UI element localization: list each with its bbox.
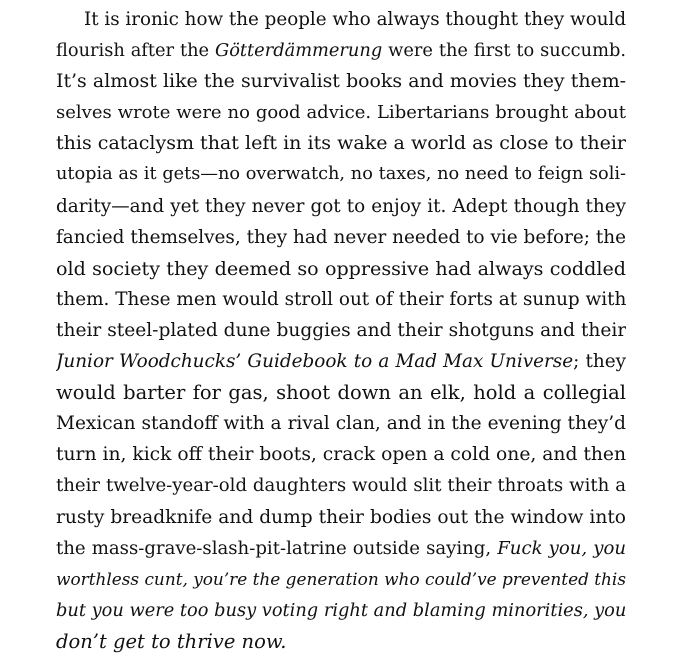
text-segment: their steel-plated dune buggies and their shotguns and their [56, 319, 626, 341]
text-line [56, 564, 626, 595]
text-segment: selves wrote were no good advice. Libertarians brought about [56, 102, 626, 124]
text-segment: darity—and yet they never got to enjoy it. Adept though they [56, 195, 626, 217]
text-line [56, 222, 626, 253]
italic-text: Fuck you, you [497, 537, 626, 559]
text-segment: rusty breadknife and dump their bodies out the window into [56, 506, 626, 528]
text-segment: It’s almost like the survivalist books and movies they them- [56, 70, 626, 93]
text-line [56, 159, 626, 190]
italic-text: Götterdämmerung [214, 40, 383, 62]
text-segment: were the first to succumb. [382, 40, 626, 62]
text-segment: their twelve-year-old daughters would slit their throats with a [56, 475, 626, 497]
text-line [56, 377, 626, 408]
text-segment: this cataclysm that left in its wake a world as close to their [56, 132, 626, 155]
text-segment: Mexican standoff with a rival clan, and in the evening they’d [56, 413, 626, 435]
italic-text: but you were too busy voting right and blaming minorities, you [56, 599, 626, 621]
text-segment: turn in, kick off their boots, crack open a cold one, and then [56, 444, 626, 466]
text-line [56, 4, 626, 35]
text-line [56, 626, 626, 657]
text-line [56, 439, 626, 470]
text-line [56, 470, 626, 501]
text-line [56, 284, 626, 315]
text-line [56, 35, 626, 66]
text-segment: ; they [573, 351, 626, 373]
text-line [56, 128, 626, 159]
text-line [56, 66, 626, 97]
text-line [56, 502, 626, 533]
text-line [56, 315, 626, 346]
text-segment: old society they deemed so oppressive had always coddled [56, 256, 626, 280]
body-paragraph [56, 4, 626, 657]
text-line [56, 533, 626, 564]
text-line [56, 346, 626, 377]
text-line [56, 191, 626, 222]
text-segment: flourish after the [56, 40, 215, 62]
text-line [56, 253, 626, 284]
italic-text: worthless cunt, you’re the generation who could’ve prevented this [56, 568, 626, 589]
text-line [56, 97, 626, 128]
italic-text: Junior Woodchucks’ Guidebook to a Mad Max Universe [56, 351, 574, 373]
text-segment: the mass-grave-slash-pit-latrine outside saying, [56, 537, 498, 559]
text-segment: utopia as it gets—no overwatch, no taxes, no need to feign soli- [56, 164, 626, 185]
text-segment: It is ironic how the people who always thought they would [84, 9, 626, 30]
text-line [56, 408, 626, 439]
text-segment: would barter for gas, shoot down an elk, hold a collegial [56, 381, 626, 405]
text-segment: fancied themselves, they had never needed to vie before; the [56, 226, 626, 248]
italic-text: don’t get to thrive now. [56, 629, 287, 653]
text-line [56, 595, 626, 626]
text-segment: them. These men would stroll out of their forts at sunup with [56, 288, 626, 310]
